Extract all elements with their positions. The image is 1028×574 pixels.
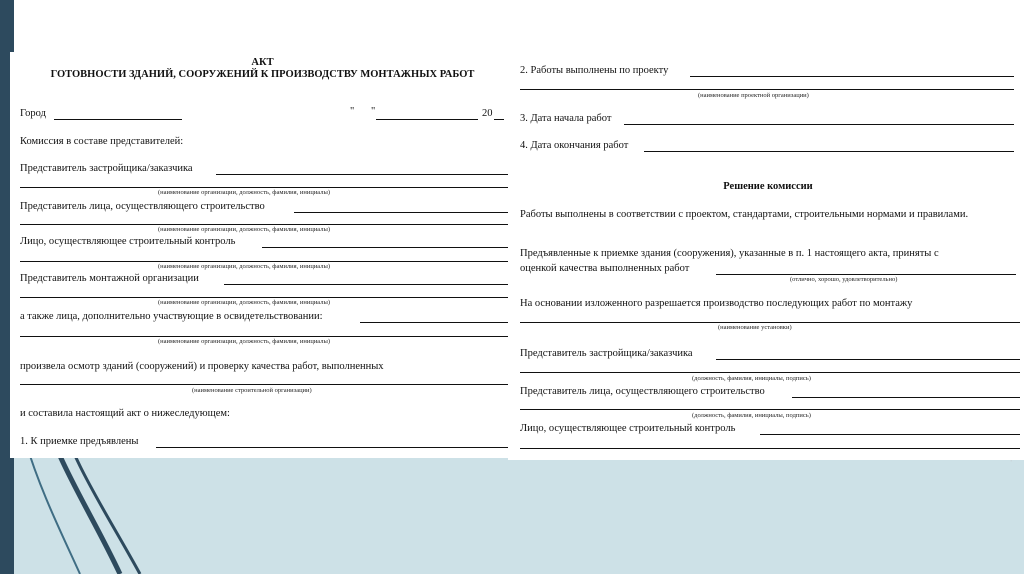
item-2-line	[690, 76, 1014, 77]
caption-builder-org: (наименование строительной организации)	[192, 387, 312, 394]
rep-control-line-2	[20, 261, 516, 262]
rep-installer-line-2	[20, 297, 516, 298]
rep-customer-line-2	[20, 187, 516, 188]
caption-installation: (наименование установки)	[718, 324, 792, 331]
decision-heading: Решение комиссии	[723, 181, 813, 192]
rep-control-line	[262, 247, 516, 248]
item-3-line	[624, 124, 1014, 125]
rep-others-line	[360, 322, 516, 323]
caption-installer: (наименование организации, должность, фамилия, инициалы)	[158, 299, 331, 306]
rep-builder-label: Представитель лица, осуществляющего строительство	[20, 201, 265, 212]
item-2-line-2	[520, 89, 1014, 90]
item-4-line	[644, 151, 1014, 152]
document-page-1	[10, 52, 515, 458]
sign-builder-line-2	[520, 409, 1020, 410]
sign-customer-line-2	[520, 372, 1020, 373]
rep-control-label: Лицо, осуществляющее строительный контроль	[20, 236, 236, 247]
sign-builder-line	[792, 397, 1020, 398]
year-line	[494, 119, 504, 120]
item-3-label: 3. Дата начала работ	[520, 113, 612, 124]
rep-customer-label: Представитель застройщика/заказчика	[20, 163, 193, 174]
date-quote-close: "	[371, 106, 376, 117]
rep-installer-line	[224, 284, 516, 285]
sign-customer-label: Представитель застройщика/заказчика	[520, 348, 693, 359]
caption-grades: (отлично, хорошо, удовлетворительно)	[790, 276, 898, 283]
sign-builder-label: Представитель лица, осуществляющего строительство	[520, 386, 765, 397]
inspection-line	[20, 384, 516, 385]
rep-builder-line-2	[20, 224, 516, 225]
sign-control-line-2	[520, 448, 1020, 449]
caption-others: (наименование организации, должность, фамилия, инициалы)	[158, 338, 331, 345]
year-prefix: 20	[482, 108, 493, 119]
rep-others-label: а также лица, дополнительно участвующие в освидетельствовании:	[20, 311, 323, 322]
caption-project-org: (наименование проектной организации)	[698, 92, 809, 99]
doc-subtitle: ГОТОВНОСТИ ЗДАНИЙ, СООРУЖЕНИЙ К ПРОИЗВОДСТВУ МОНТАЖНЫХ РАБОТ	[50, 69, 475, 80]
date-quote-open: "	[350, 106, 355, 117]
caption-control: (наименование организации, должность, фамилия, инициалы)	[158, 263, 331, 270]
rep-others-line-2	[20, 336, 516, 337]
city-label: Город	[20, 108, 46, 119]
caption-customer: (наименование организации, должность, фамилия, инициалы)	[158, 189, 331, 196]
allowed-text: На основании изложенного разрешается производство последующих работ по монтажу	[520, 298, 913, 309]
sign-control-line	[760, 434, 1020, 435]
item-2-label: 2. Работы выполнены по проекту	[520, 65, 669, 76]
allowed-line	[520, 322, 1020, 323]
city-line	[54, 119, 182, 120]
composed-text: и составила настоящий акт о нижеследующем:	[20, 408, 230, 419]
caption-sign-builder: (должность, фамилия, инициалы, подпись)	[692, 412, 811, 419]
decision-text: Работы выполнены в соответствии с проектом, стандартами, строительными нормами и правилами.	[520, 209, 969, 220]
rep-builder-line	[294, 212, 516, 213]
item-4-label: 4. Дата окончания работ	[520, 140, 629, 151]
doc-title: АКТ	[251, 57, 274, 68]
accepted-line-2: оценкой качества выполненных работ	[520, 263, 690, 274]
commission-label: Комиссия в составе представителей:	[20, 136, 184, 147]
accepted-line	[716, 274, 1016, 275]
inspection-text: произвела осмотр зданий (сооружений) и проверку качества работ, выполненных	[20, 361, 384, 372]
item-1-line	[156, 447, 516, 448]
item-1-label: 1. К приемке предъявлены	[20, 436, 139, 447]
caption-sign-customer: (должность, фамилия, инициалы, подпись)	[692, 375, 811, 382]
caption-builder: (наименование организации, должность, фамилия, инициалы)	[158, 226, 331, 233]
document-page-2	[508, 56, 1028, 460]
date-line	[376, 119, 478, 120]
rep-customer-line	[216, 174, 516, 175]
sign-control-label: Лицо, осуществляющее строительный контроль	[520, 423, 736, 434]
sign-customer-line	[716, 359, 1020, 360]
accepted-line-1: Предъявленные к приемке здания (сооружения), указанные в п. 1 настоящего акта, приняты с	[520, 248, 939, 259]
rep-installer-label: Представитель монтажной организации	[20, 273, 199, 284]
